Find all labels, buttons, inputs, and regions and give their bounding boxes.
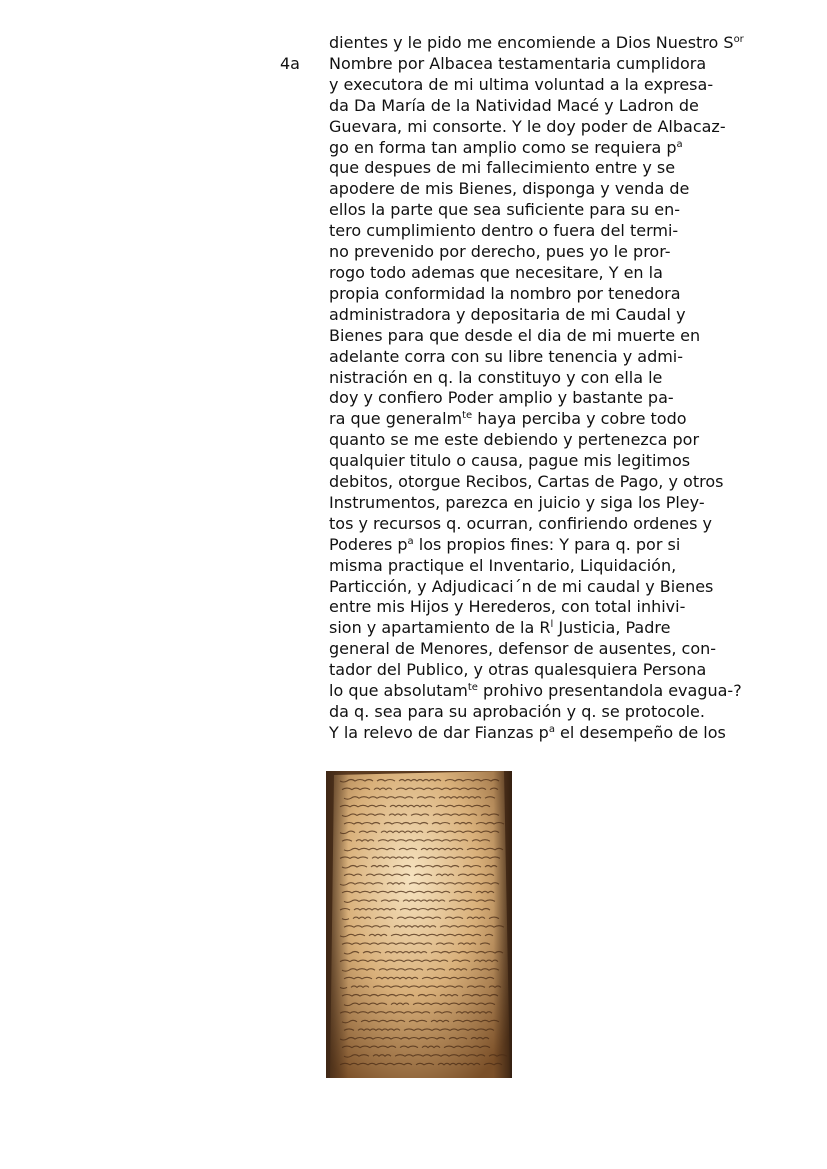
line-text: y executora de mi ultima voluntad a la expresa- xyxy=(329,74,714,94)
line-text: Bienes para que desde el dia de mi muerte en xyxy=(329,325,701,345)
text-line xyxy=(329,368,809,389)
text-line xyxy=(329,158,809,179)
text-line xyxy=(329,472,809,493)
line-text: da Da María de la Natividad Macé y Ladron de xyxy=(329,95,699,115)
superscript-abbrev: a xyxy=(548,723,555,735)
text-line xyxy=(329,138,809,159)
text-line xyxy=(329,388,809,409)
superscript-abbrev: a xyxy=(676,138,683,150)
text-line xyxy=(329,221,809,242)
line-text: misma practique el Inventario, Liquidación, xyxy=(329,555,677,575)
line-text: sion y apartamiento de la R xyxy=(329,618,551,638)
line-text: rogo todo ademas que necesitare, Y en la xyxy=(329,262,663,282)
line-text: go en forma tan amplio como se requiera p xyxy=(329,137,677,157)
line-text: tos y recursos q. ocurran, confiriendo ordenes y xyxy=(329,513,713,533)
text-line xyxy=(329,305,809,326)
line-text: que despues de mi fallecimiento entre y se xyxy=(329,158,676,178)
superscript-abbrev: te xyxy=(462,410,473,422)
text-line xyxy=(329,96,809,117)
text-line xyxy=(329,263,809,284)
text-line xyxy=(329,54,809,75)
line-text-cont: Justicia, Padre xyxy=(553,618,671,638)
text-line xyxy=(329,723,809,744)
line-text: administradora y depositaria de mi Caudal y xyxy=(329,304,686,324)
text-line xyxy=(329,117,809,138)
text-line xyxy=(329,639,809,660)
text-line xyxy=(329,451,809,472)
line-text: doy y confiero Poder amplio y bastante pa- xyxy=(329,388,674,408)
line-text: tador del Publico, y otras qualesquiera Persona xyxy=(329,660,707,680)
line-text: quanto se me este debiendo y pertenezca por xyxy=(329,430,700,450)
text-line xyxy=(329,179,809,200)
line-text: qualquier titulo o causa, pague mis legitimos xyxy=(329,451,691,471)
line-text: ra que generalm xyxy=(329,409,463,429)
text-line xyxy=(329,430,809,451)
line-text: lo que absolutam xyxy=(329,681,468,701)
text-line xyxy=(329,597,809,618)
line-text: Particción, y Adjudicaci´n de mi caudal y Bienes xyxy=(329,576,714,596)
manuscript-photo xyxy=(326,771,512,1078)
line-text: adelante corra con su libre tenencia y admi- xyxy=(329,346,684,366)
text-line xyxy=(329,556,809,577)
line-text-cont: los propios fines: Y para q. por si xyxy=(413,534,681,554)
line-text: dientes y le pido me encomiende a Dios Nuestro S xyxy=(329,33,734,52)
text-line xyxy=(329,33,809,54)
line-text: debitos, otorgue Recibos, Cartas de Pago, y otros xyxy=(329,472,724,492)
line-text: no prevenido por derecho, pues yo le pror- xyxy=(329,242,671,262)
line-text-cont: haya perciba y cobre todo xyxy=(472,409,687,429)
line-text: entre mis Hijos y Herederos, con total inhivi- xyxy=(329,597,686,617)
text-line xyxy=(329,284,809,305)
text-line xyxy=(329,535,809,556)
line-text: Y la relevo de dar Fianzas p xyxy=(329,722,549,742)
line-text: general de Menores, defensor de ausentes, con- xyxy=(329,639,717,659)
line-text: propia conformidad la nombro por tenedora xyxy=(329,283,681,303)
text-line xyxy=(329,409,809,430)
text-line xyxy=(329,326,809,347)
text-line xyxy=(329,493,809,514)
text-line xyxy=(329,681,809,702)
line-text-cont: prohivo presentandola evagua-? xyxy=(477,681,742,701)
line-text: da q. sea para su aprobación y q. se protocole. xyxy=(329,702,705,721)
text-line xyxy=(329,347,809,368)
line-text: tero cumplimiento dentro o fuera del termi- xyxy=(329,221,679,241)
line-text: Guevara, mi consorte. Y le doy poder de Albacaz- xyxy=(329,116,726,136)
superscript-abbrev: a xyxy=(407,535,414,547)
text-line xyxy=(329,514,809,535)
text-line xyxy=(329,577,809,598)
text-line xyxy=(329,75,809,96)
text-line xyxy=(329,618,809,639)
superscript-abbrev: or xyxy=(733,34,744,45)
text-line xyxy=(329,200,809,221)
superscript-abbrev: te xyxy=(467,682,478,694)
superscript-abbrev: l xyxy=(550,619,554,631)
text-line xyxy=(329,242,809,263)
line-text-cont: el desempeño de los xyxy=(554,722,726,742)
line-text: ellos la parte que sea suficiente para su en- xyxy=(329,200,681,220)
line-text: nistración en q. la constituyo y con ella le xyxy=(329,367,663,387)
line-text: Poderes p xyxy=(329,534,408,554)
transcription-text xyxy=(329,33,809,744)
text-line xyxy=(329,660,809,681)
line-text: Instrumentos, parezca en juicio y siga los Pley- xyxy=(329,492,705,512)
line-text: apodere de mis Bienes, disponga y venda de xyxy=(329,179,690,199)
line-text: Nombre por Albacea testamentaria cumplidora xyxy=(329,53,707,73)
margin-note: 4a xyxy=(280,54,300,73)
text-line xyxy=(329,702,809,723)
